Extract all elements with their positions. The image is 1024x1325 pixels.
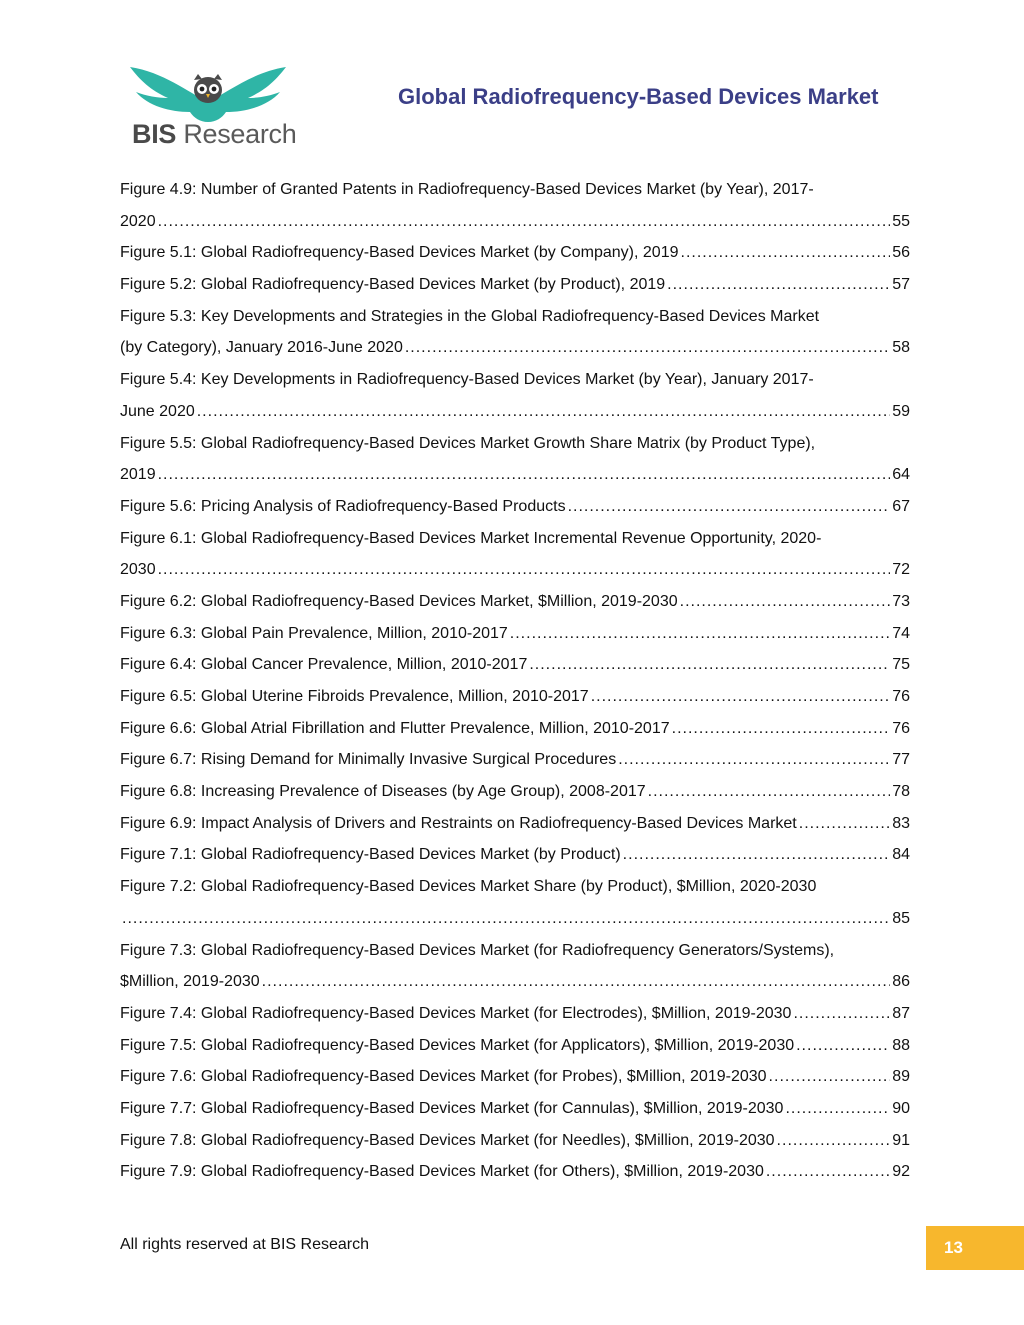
list-of-figures (120, 174, 910, 1188)
dot-leader (623, 839, 891, 871)
toc-entry-line (120, 649, 910, 681)
toc-page-number: 76 (892, 688, 910, 705)
toc-entry-text: Figure 6.2: Global Radiofrequency-Based Devices Market, $Million, 2019-2030 (120, 592, 678, 610)
dot-leader (672, 713, 891, 745)
toc-entry-text: Figure 7.3: Global Radiofrequency-Based Devices Market (for Radiofrequency Generators/Systems), (120, 941, 835, 959)
toc-entry-line (120, 396, 910, 428)
dot-leader (667, 269, 890, 301)
toc-page-number: 58 (892, 339, 910, 357)
toc-entry-text: Figure 5.4: Key Developments in Radiofrequency-Based Devices Market (by Year), January 2017- (120, 371, 814, 389)
toc-page-number: 84 (892, 846, 910, 864)
toc-entry-line (120, 744, 910, 776)
toc-page-number: 59 (892, 402, 910, 420)
dot-leader (785, 1093, 890, 1125)
toc-entry-line (120, 586, 910, 618)
toc-entry-text: (by Category), January 2016-June 2020 (120, 339, 403, 357)
toc-entry-line (120, 364, 910, 396)
toc-page-number: 77 (892, 751, 910, 769)
toc-entry-text: Figure 7.8: Global Radiofrequency-Based Devices Market (for Needles), $Million, 2019-2030 (120, 1131, 775, 1149)
toc-entry-text: June 2020 (120, 402, 195, 420)
dot-leader (793, 998, 890, 1030)
toc-page-number: 74 (892, 624, 910, 642)
toc-entry-text: Figure 5.1: Global Radiofrequency-Based Devices Market (by Company), 2019 (120, 244, 679, 262)
dot-leader (158, 206, 891, 238)
dot-leader (568, 491, 891, 523)
page-number-box (926, 1226, 1024, 1270)
toc-entry-line (120, 1061, 910, 1093)
toc-page-number: 87 (892, 1004, 910, 1022)
toc-entry-line (120, 428, 910, 460)
toc-entry-line (120, 1125, 910, 1157)
toc-entry-line (120, 523, 910, 555)
document-title: Global Radiofrequency-Based Devices Market (398, 84, 879, 109)
toc-page-number: 78 (892, 783, 910, 801)
dot-leader (769, 1061, 891, 1093)
toc-entry-text: Figure 6.9: Impact Analysis of Drivers and Restraints on Radiofrequency-Based Devices Market (120, 814, 797, 832)
toc-entry-text: Figure 7.1: Global Radiofrequency-Based Devices Market (by Product) (120, 846, 621, 864)
toc-entry-line (120, 618, 910, 650)
dot-leader (405, 332, 890, 364)
toc-page-number: 72 (892, 561, 910, 579)
toc-entry-text: Figure 7.5: Global Radiofrequency-Based Devices Market (for Applicators), $Million, 2019-2030 (120, 1036, 795, 1054)
toc-entry-text: Figure 5.5: Global Radiofrequency-Based Devices Market Growth Share Matrix (by Product Type), (120, 434, 816, 452)
toc-entry-line (120, 174, 910, 206)
toc-entry-text: $Million, 2019-2030 (120, 973, 260, 991)
toc-entry-text: Figure 7.2: Global Radiofrequency-Based Devices Market Share (by Product), $Million, 2020-2030 (120, 878, 817, 896)
dot-leader (799, 808, 890, 840)
toc-entry-line (120, 839, 910, 871)
logo-wordmark (132, 119, 296, 150)
logo-text-bold: BIS (132, 119, 177, 149)
dot-leader (122, 903, 890, 935)
logo-text-regular: Research (183, 119, 297, 149)
toc-entry-line (120, 332, 910, 364)
toc-entry-text: Figure 5.6: Pricing Analysis of Radiofrequency-Based Products (120, 497, 566, 515)
toc-entry-line (120, 491, 910, 523)
toc-entry-text: Figure 7.9: Global Radiofrequency-Based Devices Market (for Others), $Million, 2019-2030 (120, 1163, 764, 1181)
dot-leader (262, 966, 891, 998)
toc-entry-line (120, 808, 910, 840)
toc-page-number: 92 (892, 1163, 910, 1181)
toc-page-number: 75 (892, 656, 910, 674)
dot-leader (681, 237, 891, 269)
toc-page-number: 85 (892, 909, 910, 927)
toc-entry-line (120, 998, 910, 1030)
toc-entry-line (120, 206, 910, 238)
toc-page-number: 67 (892, 497, 910, 515)
toc-entry-text: Figure 6.1: Global Radiofrequency-Based Devices Market Incremental Revenue Opportunity, 2020- (120, 529, 822, 547)
toc-entry-line (120, 1093, 910, 1125)
toc-entry-line (120, 459, 910, 491)
dot-leader (197, 396, 890, 428)
toc-entry-text: Figure 7.6: Global Radiofrequency-Based Devices Market (for Probes), $Million, 2019-2030 (120, 1068, 767, 1086)
toc-page-number: 76 (892, 719, 910, 737)
toc-entry-text: Figure 6.3: Global Pain Prevalence, Million, 2010-2017 (120, 624, 508, 642)
dot-leader (529, 649, 890, 681)
toc-entry-text: Figure 6.5: Global Uterine Fibroids Prevalence, Million, 2010-2017 (120, 688, 589, 705)
dot-leader (158, 554, 891, 586)
dot-leader (777, 1125, 891, 1157)
toc-entry-text: 2020 (120, 212, 156, 230)
toc-entry-text: 2019 (120, 466, 156, 484)
toc-entry-line (120, 1156, 910, 1188)
toc-entry-text: Figure 6.8: Increasing Prevalence of Diseases (by Age Group), 2008-2017 (120, 783, 646, 801)
toc-entry-text: Figure 6.4: Global Cancer Prevalence, Million, 2010-2017 (120, 656, 528, 674)
footer-rights: All rights reserved at BIS Research (120, 1236, 369, 1253)
toc-entry-text: Figure 5.3: Key Developments and Strategies in the Global Radiofrequency-Based Devices Market (120, 307, 820, 325)
toc-page-number: 91 (892, 1131, 910, 1149)
toc-entry-line (120, 966, 910, 998)
toc-page-number: 55 (892, 212, 910, 230)
toc-page-number: 88 (892, 1036, 910, 1054)
dot-leader (618, 744, 890, 776)
dot-leader (591, 681, 891, 713)
toc-entry-line (120, 776, 910, 808)
toc-page-number: 64 (892, 466, 910, 484)
toc-page-number: 83 (892, 814, 910, 832)
toc-page-number: 57 (892, 276, 910, 294)
toc-page-number: 86 (892, 973, 910, 991)
toc-entry-line (120, 554, 910, 586)
toc-entry-line (120, 713, 910, 745)
toc-page-number: 56 (892, 244, 910, 262)
toc-entry-line (120, 1030, 910, 1062)
toc-entry-line (120, 935, 910, 967)
toc-entry-text: Figure 6.7: Rising Demand for Minimally Invasive Surgical Procedures (120, 751, 617, 769)
dot-leader (796, 1030, 890, 1062)
toc-entry-line (120, 269, 910, 301)
toc-entry-line (120, 681, 910, 713)
toc-entry-line (120, 301, 910, 333)
page-number: 13 (944, 1238, 963, 1257)
dot-leader (680, 586, 891, 618)
toc-page-number: 90 (892, 1099, 910, 1117)
toc-entry-text: Figure 4.9: Number of Granted Patents in Radiofrequency-Based Devices Market (by Year), 2017- (120, 181, 814, 198)
toc-entry-text: 2030 (120, 561, 156, 579)
toc-entry-line (120, 237, 910, 269)
toc-entry-text: Figure 6.6: Global Atrial Fibrillation and Flutter Prevalence, Million, 2010-2017 (120, 719, 670, 737)
toc-page-number: 73 (892, 592, 910, 610)
toc-entry-line (120, 871, 910, 903)
dot-leader (648, 776, 891, 808)
toc-entry-text: Figure 7.7: Global Radiofrequency-Based Devices Market (for Cannulas), $Million, 2019-2030 (120, 1099, 784, 1117)
dot-leader (766, 1156, 890, 1188)
toc-entry-text: Figure 7.4: Global Radiofrequency-Based Devices Market (for Electrodes), $Million, 2019-2030 (120, 1004, 792, 1022)
dot-leader (510, 618, 890, 650)
toc-entry-text: Figure 5.2: Global Radiofrequency-Based Devices Market (by Product), 2019 (120, 276, 666, 294)
toc-entry-line (120, 903, 910, 935)
toc-page-number: 89 (892, 1068, 910, 1086)
dot-leader (158, 459, 891, 491)
